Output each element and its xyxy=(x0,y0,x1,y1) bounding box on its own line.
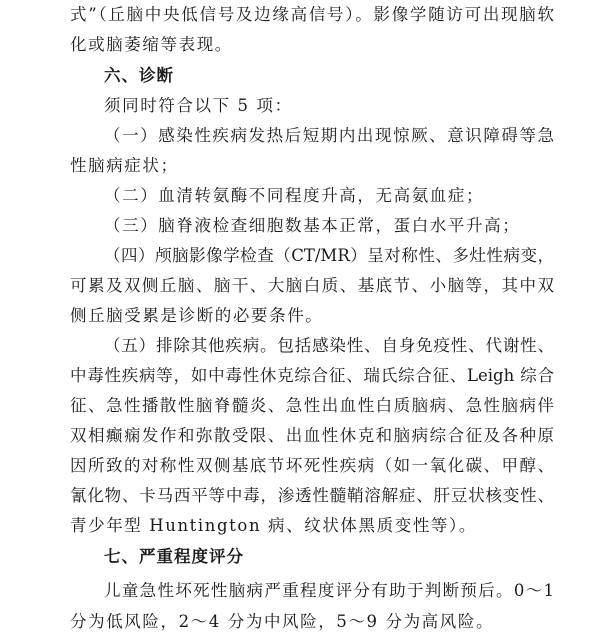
criterion-4-line: 侧丘脑受累是诊断的必要条件。 xyxy=(70,306,324,325)
severity-paragraph-line: 儿童急性坏死性脑病严重程度评分有助于判断预后。0～1 xyxy=(104,581,554,600)
criterion-3-line: （三）脑脊液检查细胞数基本正常，蛋白水平升高； xyxy=(104,216,521,235)
severity-paragraph-line: 分为低风险，2～4 分为中风险，5～9 分为高风险。 xyxy=(70,612,495,631)
paragraph-line: 式”（丘脑中央低信号及边缘高信号）。影像学随访可出现脑软 xyxy=(70,5,554,24)
criterion-5-line: （五）排除其他疾病。包括感染性、自身免疫性、代谢性、 xyxy=(104,336,554,355)
criterion-4-line: （四）颅脑影像学检查（CT/MR）呈对称性、多灶性病变， xyxy=(104,246,554,265)
paragraph-line: 化或脑萎缩等表现。 xyxy=(70,35,233,54)
criterion-5-line: 因所致的对称性双侧基底节坏死性疾病（如一氧化碳、甲醇、 xyxy=(70,456,554,475)
section-heading-severity-score: 七、严重程度评分 xyxy=(104,547,244,566)
section-heading-diagnosis: 六、诊断 xyxy=(104,66,174,85)
criterion-5-line: 氰化物、卡马西平等中毒，渗透性髓鞘溶解症、肝豆状核变性、 xyxy=(70,486,554,505)
criterion-1-line: 性脑病症状； xyxy=(70,156,179,175)
paragraph-line: 须同时符合以下 5 项： xyxy=(104,96,293,115)
criterion-5-line: 中毒性疾病等，如中毒性休克综合征、瑞氏综合征、Leigh 综合 xyxy=(70,366,554,385)
criterion-2-line: （二）血清转氨酶不同程度升高，无高氨血症； xyxy=(104,186,485,205)
criterion-5-line: 双相癫痫发作和弥散受限、出血性休克和脑病综合征及各种原 xyxy=(70,426,554,445)
criterion-5-line: 征、急性播散性脑脊髓炎、急性出血性白质脑病、急性脑病伴 xyxy=(70,396,554,415)
criterion-1-line: （一）感染性疾病发热后短期内出现惊厥、意识障碍等急 xyxy=(104,126,554,145)
criterion-4-line: 可累及双侧丘脑、脑干、大脑白质、基底节、小脑等，其中双 xyxy=(70,276,554,295)
criterion-5-line: 青少年型 Huntington 病、纹状体黑质变性等）。 xyxy=(70,516,477,535)
